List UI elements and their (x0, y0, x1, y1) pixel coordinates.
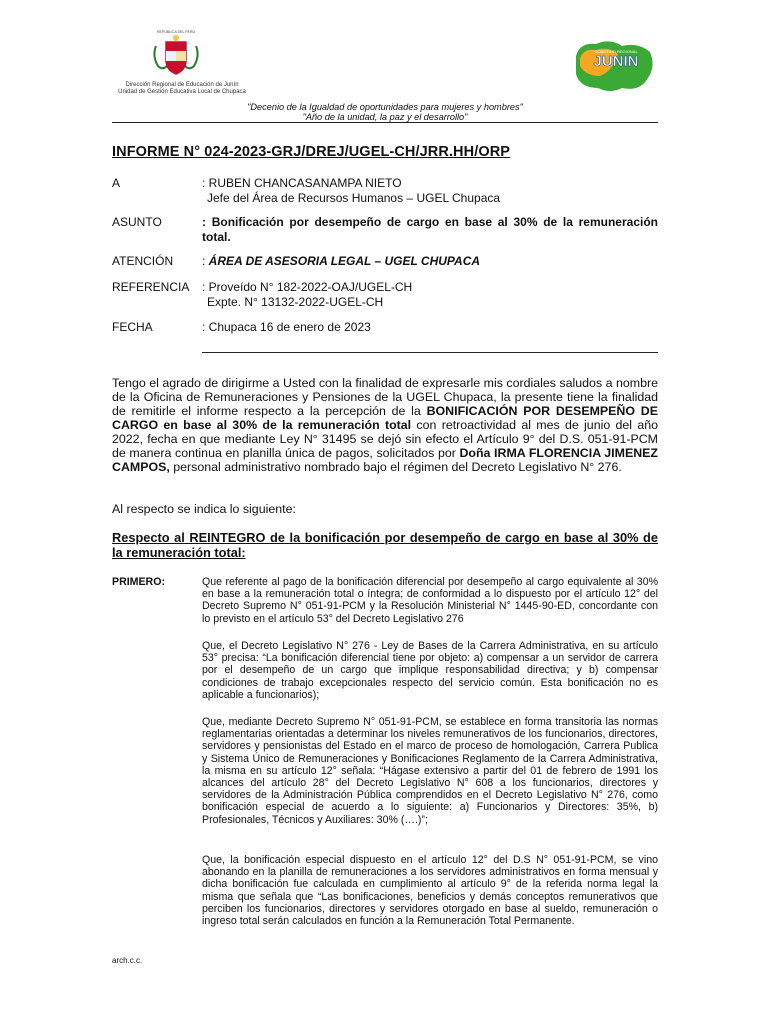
atencion-value: ÁREA DE ASESORIA LEGAL – UGEL CHUPACA (208, 254, 481, 268)
field-label-atencion: ATENCIÓN (112, 254, 174, 268)
field-label-referencia: REFERENCIA (112, 280, 190, 294)
field-value-a (202, 176, 660, 206)
recipient-title: Jefe del Área de Recursos Humanos – UGEL Chupaca (207, 191, 501, 205)
intro-bold-person: Doña IRMA FLORENCIA JIMENEZ CAMPOS, (112, 446, 658, 474)
field-label-asunto: ASUNTO (112, 215, 162, 229)
field-label-a: A (112, 176, 121, 190)
logo-text: JUNIN (593, 53, 639, 70)
logo-top-text: GOBIERNO REGIONAL (594, 49, 638, 54)
intro-paragraph (112, 376, 658, 474)
fields-divider (202, 352, 658, 353)
primero-paragraph-3: Que, mediante Decreto Supremo N° 051-91-PCM, se establece en forma transitoria las normas reglamentarias orientadas a determinar los niveles remunerativos de los funcionarios, directores, servidores y pensionistas del Estado en el marco de proceso de homologación, Carrera Publica y Sistema Único de Remuneraciones y Bonificaciones Reglamento de la Carrera Administrativa, la misma en su artículo 12° señala: “Hágase extensivo a partir del 01 de febrero de 1991 los alcances del artículo 28° del Decreto Legislativo N° 608 a los funcionarios, directores y servidores de la Administración Pública comprendidos en el Decreto Legislativo N° 276, como bonificación especial de acuerdo a lo siguiente: a) Funcionarios y Directores: 35%, b) Profesionales, Técnicos y Auxiliares: 30% (….)”; (202, 716, 658, 826)
field-value-referencia (202, 280, 660, 310)
shield-caption: REPÚBLICA DEL PERÚ (157, 30, 195, 34)
motto-line-1: "Decenio de la Igualdad de oportunidades para mujeres y hombres" (247, 102, 523, 112)
primero-paragraph-1: Que referente al pago de la bonificación diferencial por desempeño al cargo equivalente al 30% en base a la remuneración total o íntegra; de conformidad a lo dispuesto por el artículo 12° del Decreto Supremo N° 051-91-PCM y la Resolución Ministerial N° 1445-90-ED, concordante con lo previsto en el artículo 53° del Decreto Legislativo 276 (202, 576, 658, 625)
issuing-organization (112, 82, 252, 96)
peru-coat-of-arms-logo (150, 32, 202, 80)
intro-text-3: personal administrativo nombrado bajo el régimen del Decreto Legislativo N° 276. (169, 460, 622, 474)
motto-line-2: "Año de la unidad, la paz y el desarrollo" (302, 112, 468, 122)
field-value-asunto: : Bonificación por desempeño de cargo en base al 30% de la remuneración total. (202, 215, 658, 244)
item-label-primero: PRIMERO: (112, 576, 165, 588)
org-line-1: Dirección Regional de Educación de Junín (125, 82, 239, 88)
intro-text-2: con retroactividad al mes de junio del año 2022, fecha en que mediante Ley N° 31495 se dejó sin efecto el Artículo 9° del D.S. 051-91-PCM de manera continua en planilla única de pagos, solicitados por (112, 418, 659, 460)
referencia-line-1: : Proveído N° 182-2022-OAJ/UGEL-CH (202, 280, 413, 294)
intro-text-1: Tengo el agrado de dirigirme a Usted con la finalidad de expresarle mis cordiales saludos a nombre de la Oficina de Remuneraciones y Pensiones de la UGEL Chupaca, la presente tiene la finalidad de remitirle el informe respecto a la percepción de la (112, 376, 658, 418)
field-label-fecha: FECHA (112, 320, 153, 334)
intro-closing: Al respecto se indica lo siguiente: (112, 502, 296, 516)
archive-note: arch.c.c. (112, 956, 143, 965)
recipient-name: : RUBEN CHANCASANAMPA NIETO (202, 176, 402, 190)
intro-bold-subject: BONIFICACIÓN POR DESEMPEÑO DE CARGO en base al 30% de la remuneración total (112, 404, 658, 432)
report-title: INFORME N° 024-2023-GRJ/DREJ/UGEL-CH/JRR.HH/ORP (112, 144, 511, 160)
field-value-fecha: : Chupaca 16 de enero de 2023 (202, 320, 371, 334)
section-heading: Respecto al REINTEGRO de la bonificación por desempeño de cargo en base al 30% de la remuneración total: (112, 530, 658, 560)
atencion-colon: : (202, 254, 209, 268)
junin-regional-government-logo (570, 36, 658, 94)
field-value-atencion (202, 254, 660, 269)
primero-paragraph-4: Que, la bonificación especial dispuesto en el artículo 12° del D.S N° 051-91-PCM, se vino abonando en la planilla de remuneraciones a los servidores administrativos en forma mensual y dicha bonificación fue calculada en cumplimiento al artículo 9° de la referida norma legal la misma que señala que “Las bonificaciones, beneficios y demás conceptos remunerativos que perciben los funcionarios, directores y servidores otorgado en base al sueldo, remuneración o ingreso total serán calculados en función a la Remuneración Total Permanente. (202, 854, 658, 928)
org-line-2: Unidad de Gestión Educativa Local de Chupaca (118, 89, 246, 95)
official-motto (180, 102, 590, 122)
header-divider (112, 122, 658, 123)
primero-paragraph-2: Que, el Decreto Legislativo N° 276 - Ley de Bases de la Carrera Administrativa, en su artículo 53° precisa: “La bonificación diferencial tiene por objeto: a) compensar a un servidor de carrera por el desempeño de un cargo que implique responsabilidad directiva; y b) compensar condiciones de trabajo excepcionales respecto del servicio común. Esta bonificación no es aplicable a funcionarios); (202, 640, 658, 701)
referencia-line-2: Expte. N° 13132-2022-UGEL-CH (207, 295, 384, 309)
